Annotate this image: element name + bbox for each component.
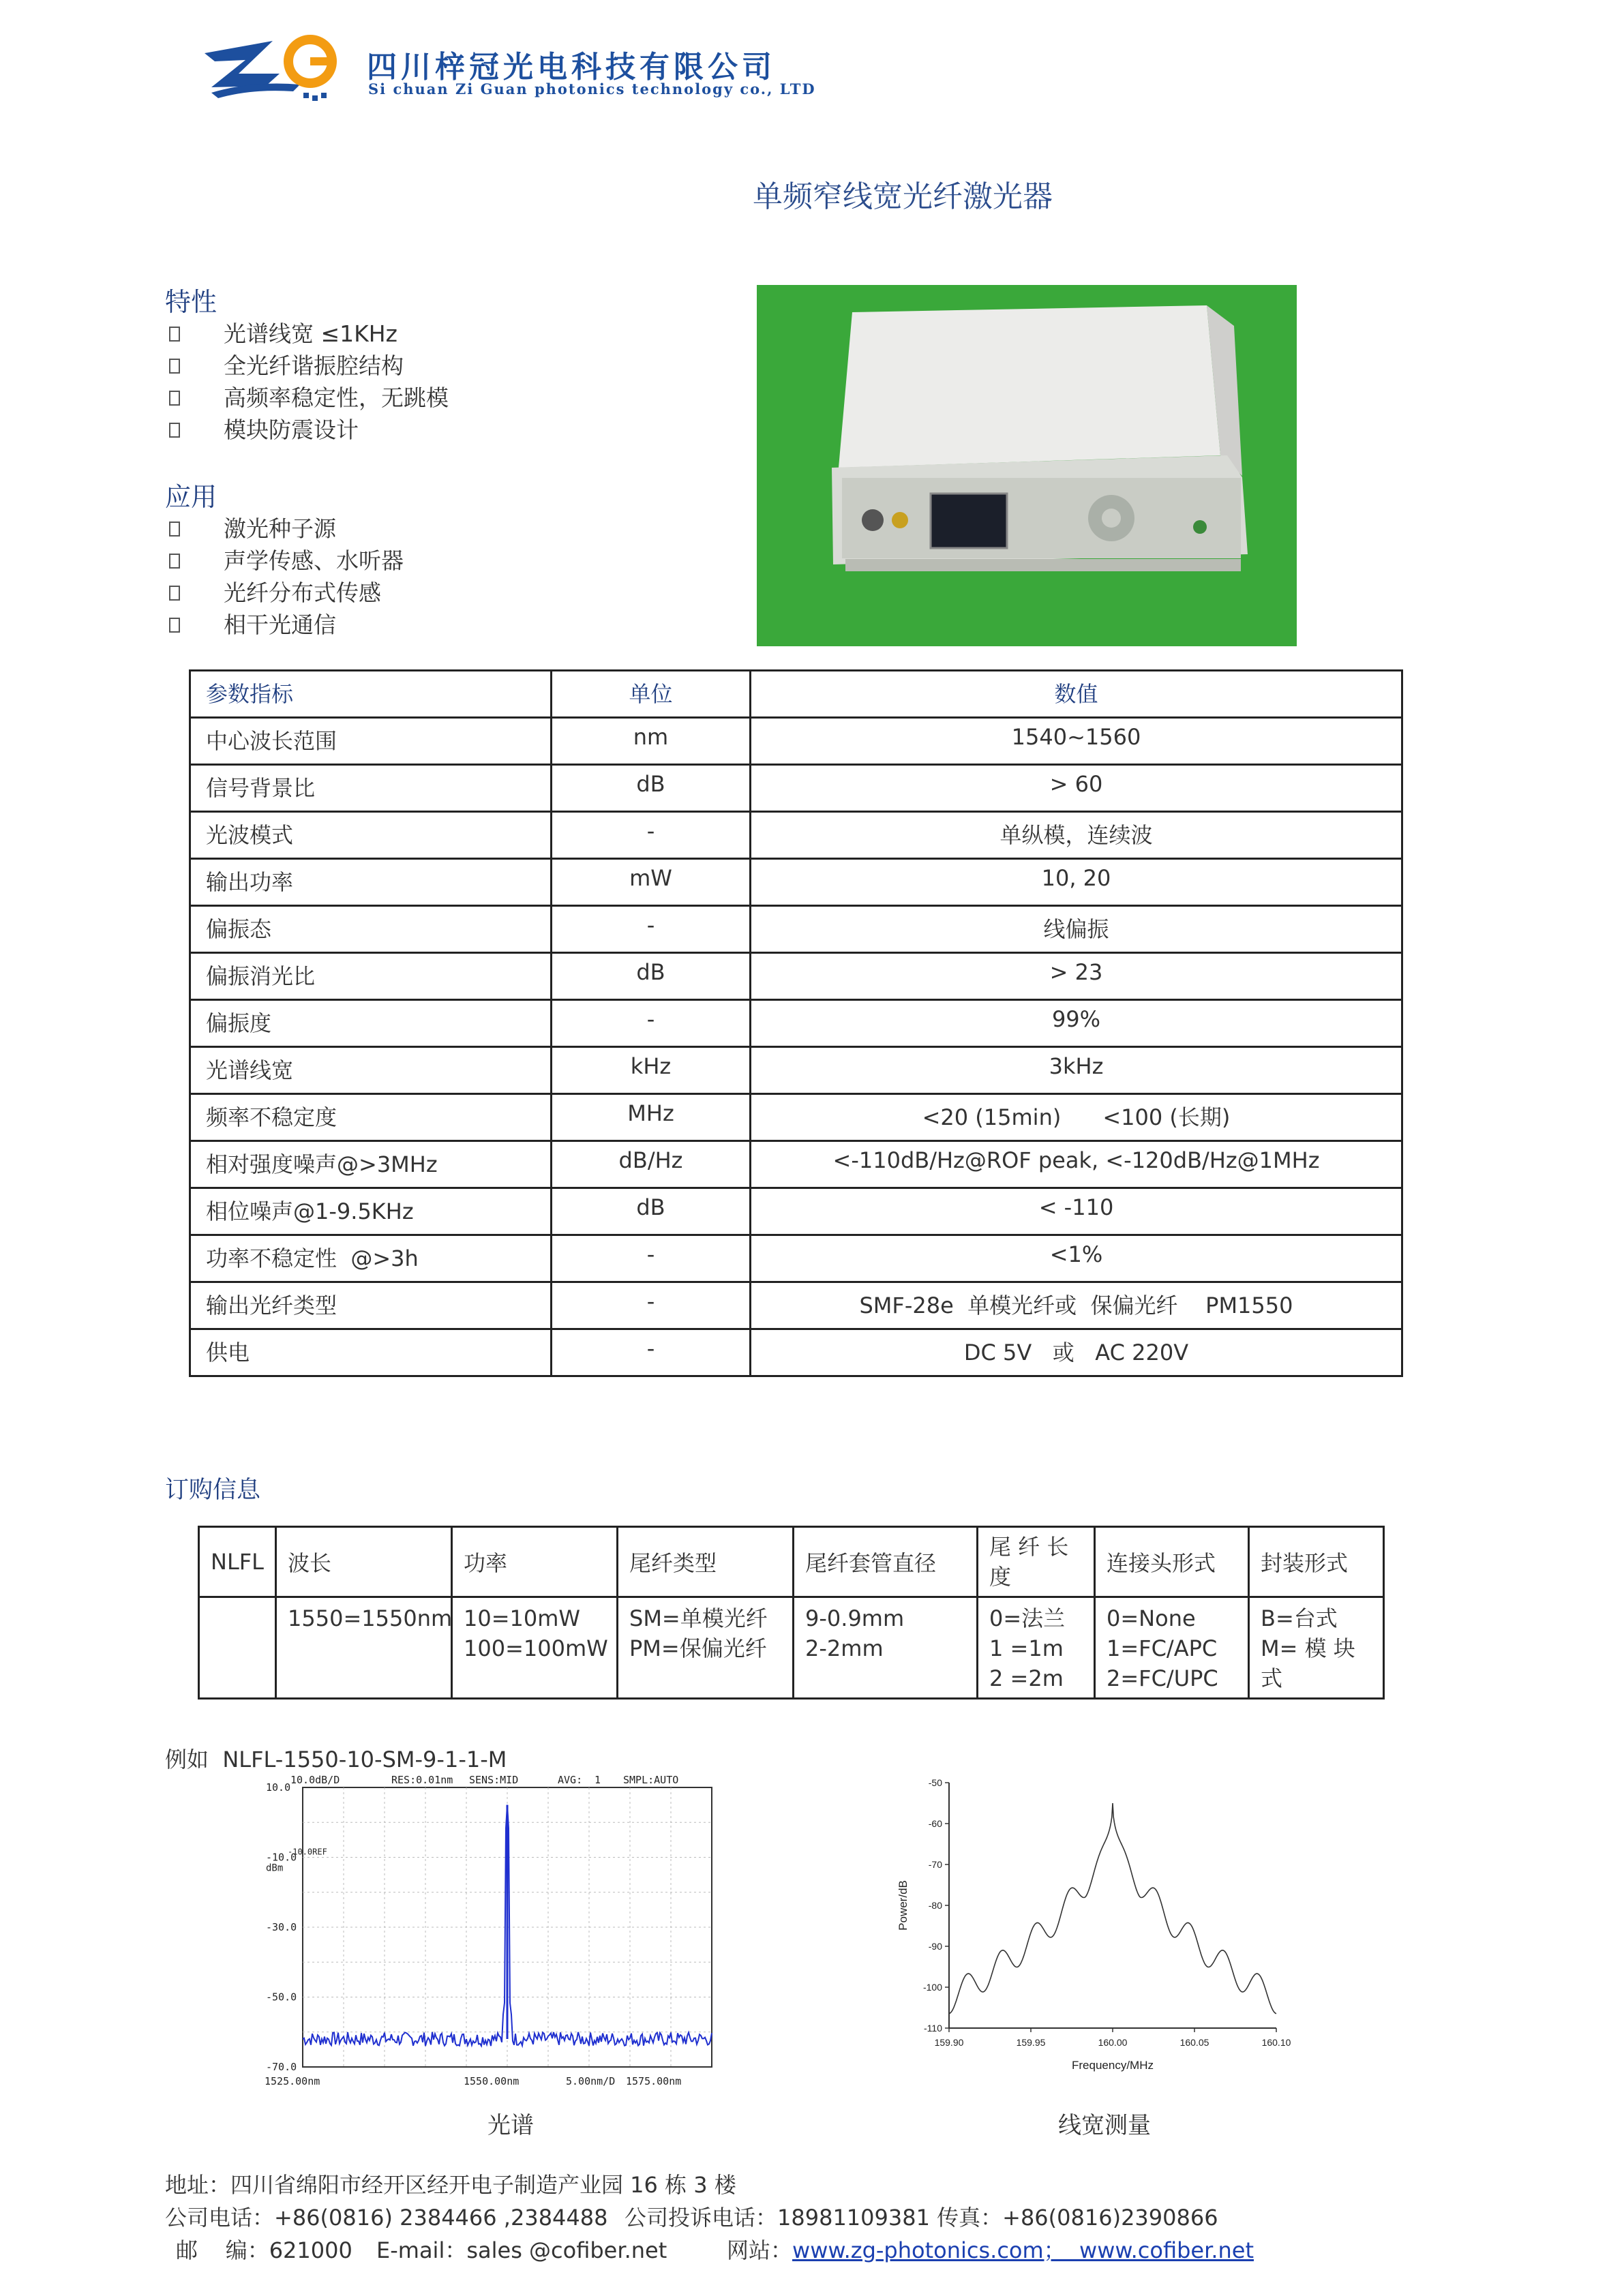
bullet-icon bbox=[169, 554, 180, 569]
y-axis-label: Power/dB bbox=[897, 1880, 909, 1931]
ordering-header: 尾 纤 长 度 bbox=[978, 1527, 1095, 1597]
order-example: 例如 NLFL-1550-10-SM-9-1-1-M bbox=[165, 1747, 507, 1772]
ordering-heading: 订购信息 bbox=[165, 1477, 261, 1504]
bullet-icon bbox=[169, 327, 180, 342]
footer-phone: 公司电话：+86(0816) 2384466 ,2384488 bbox=[165, 2205, 608, 2231]
ordering-header: 功率 bbox=[452, 1527, 618, 1597]
spec-unit: dB/Hz bbox=[552, 1141, 751, 1188]
linewidth-caption: 线宽测量 bbox=[1058, 2112, 1151, 2139]
x-tick-label: 159.90 bbox=[934, 2037, 964, 2048]
chart-header-item: AVG: bbox=[558, 1774, 583, 1786]
feature-item: 模块防震设计 bbox=[165, 414, 449, 446]
spec-param: 相对强度噪声@>3MHz bbox=[190, 1141, 552, 1188]
ordering-header-row bbox=[199, 1527, 1384, 1597]
chart-header-item: RES:0.01nm bbox=[391, 1774, 453, 1786]
spec-value: <1% bbox=[751, 1235, 1402, 1282]
bullet-icon bbox=[169, 522, 180, 537]
spec-value: > 60 bbox=[751, 765, 1402, 812]
bullet-icon bbox=[169, 586, 180, 601]
linewidth-trace bbox=[949, 1803, 1276, 2014]
table-row bbox=[190, 1141, 1402, 1188]
x-tick-label: 1525.00nm bbox=[265, 2075, 320, 2087]
spec-value: <-110dB/Hz@ROF peak, <-120dB/Hz@1MHz bbox=[751, 1141, 1402, 1188]
footer-email: E-mail：sales @cofiber.net bbox=[376, 2237, 667, 2263]
y-tick-label: -10.0 bbox=[266, 1851, 297, 1864]
spec-unit: - bbox=[552, 1329, 751, 1376]
spec-param: 输出光纤类型 bbox=[190, 1282, 552, 1329]
y-tick-label: -80 bbox=[928, 1900, 942, 1911]
chart-header-item: SMPL:AUTO bbox=[623, 1774, 679, 1786]
spec-unit: dB bbox=[552, 953, 751, 1000]
spec-unit: dB bbox=[552, 1188, 751, 1235]
feature-item: 高频率稳定性，无跳模 bbox=[165, 382, 449, 414]
features-list bbox=[165, 318, 449, 446]
footer-address: 地址：四川省绵阳市经开区经开电子制造产业园 16 栋 3 楼 bbox=[165, 2172, 736, 2198]
ordering-cell: 1550=1550nm bbox=[276, 1597, 452, 1699]
spec-param: 频率不稳定度 bbox=[190, 1094, 552, 1141]
ordering-header: 波长 bbox=[276, 1527, 452, 1597]
table-row bbox=[190, 906, 1402, 953]
website-label: 网站： bbox=[727, 2237, 793, 2263]
spec-param: 偏振消光比 bbox=[190, 953, 552, 1000]
ordering-header: 尾纤套管直径 bbox=[794, 1527, 978, 1597]
table-row bbox=[190, 859, 1402, 906]
spec-param: 输出功率 bbox=[190, 859, 552, 906]
spec-param: 偏振度 bbox=[190, 1000, 552, 1047]
applications-list bbox=[165, 513, 404, 641]
applications-heading: 应用 bbox=[165, 482, 217, 512]
spec-unit: - bbox=[552, 1000, 751, 1047]
ordering-header: 连接头形式 bbox=[1095, 1527, 1249, 1597]
y-tick-label: -70 bbox=[928, 1859, 942, 1870]
spec-value: SMF-28e 单模光纤或 保偏光纤 PM1550 bbox=[751, 1282, 1402, 1329]
bullet-icon bbox=[169, 618, 180, 633]
ordering-cell bbox=[199, 1597, 276, 1699]
y-tick-label: -110 bbox=[924, 2023, 942, 2034]
spec-value: 1540~1560 bbox=[751, 718, 1402, 765]
spec-value: 99% bbox=[751, 1000, 1402, 1047]
x-tick-label: 1575.00nm bbox=[626, 2075, 682, 2087]
x-tick-label: 5.00nm/D bbox=[566, 2075, 616, 2087]
spectrum-caption: 光谱 bbox=[487, 2112, 534, 2139]
spec-param: 信号背景比 bbox=[190, 765, 552, 812]
table-row bbox=[190, 1188, 1402, 1235]
spec-header: 单位 bbox=[552, 671, 751, 718]
company-name-cn: 四川梓冠光电科技有限公司 bbox=[367, 50, 776, 85]
application-item: 声学传感、水听器 bbox=[165, 545, 404, 577]
ref-label: -10.0REF bbox=[288, 1847, 327, 1857]
unit-label: dBm bbox=[266, 1862, 284, 1874]
ordering-header: 封装形式 bbox=[1249, 1527, 1384, 1597]
table-row bbox=[199, 1597, 1384, 1699]
x-tick-label: 160.00 bbox=[1098, 2037, 1128, 2048]
application-item: 光纤分布式传感 bbox=[165, 577, 404, 609]
bullet-icon bbox=[169, 391, 180, 406]
company-name-en: Si chuan Zi Guan photonics technology co., LTD bbox=[368, 80, 816, 97]
spec-header-row bbox=[190, 671, 1402, 718]
ordering-cell: B=台式 M= 模 块 式 bbox=[1249, 1597, 1384, 1699]
linewidth-chart bbox=[879, 1776, 1316, 2089]
ordering-cell: 10=10mW 100=100mW bbox=[452, 1597, 618, 1699]
spec-param: 光波模式 bbox=[190, 812, 552, 859]
spec-unit: - bbox=[552, 906, 751, 953]
spec-value: 3kHz bbox=[751, 1047, 1402, 1094]
chart-header-item: SENS:MID bbox=[469, 1774, 519, 1786]
y-tick-label: -50 bbox=[928, 1777, 942, 1788]
table-row bbox=[190, 1282, 1402, 1329]
y-tick-label: -100 bbox=[922, 1982, 942, 1993]
spec-param: 功率不稳定性 @>3h bbox=[190, 1235, 552, 1282]
y-tick-label: -60 bbox=[928, 1818, 942, 1829]
x-axis-label: Frequency/MHz bbox=[1072, 2059, 1154, 2072]
footer-website bbox=[727, 2233, 1254, 2265]
spec-value: > 23 bbox=[751, 953, 1402, 1000]
spec-value: 单纵模，连续波 bbox=[751, 812, 1402, 859]
spec-unit: MHz bbox=[552, 1094, 751, 1141]
x-tick-label: 159.95 bbox=[1016, 2037, 1046, 2048]
spec-header: 参数指标 bbox=[190, 671, 552, 718]
y-tick-label: -50.0 bbox=[266, 1991, 297, 2004]
ordering-header: 尾纤类型 bbox=[618, 1527, 794, 1597]
bullet-icon bbox=[169, 423, 180, 438]
chart-header-item: 10.0dB/D bbox=[290, 1774, 340, 1786]
spec-unit: mW bbox=[552, 859, 751, 906]
spec-value: <20 (15min) <100 (长期) bbox=[751, 1094, 1402, 1141]
spec-param: 偏振态 bbox=[190, 906, 552, 953]
table-row bbox=[190, 812, 1402, 859]
y-tick-label: -70.0 bbox=[266, 2061, 297, 2073]
spec-unit: - bbox=[552, 1235, 751, 1282]
spec-value: 10, 20 bbox=[751, 859, 1402, 906]
spec-param: 中心波长范围 bbox=[190, 718, 552, 765]
table-row bbox=[190, 1047, 1402, 1094]
ordering-cell: 0=法兰 1 =1m 2 =2m bbox=[978, 1597, 1095, 1699]
feature-item: 全光纤谐振腔结构 bbox=[165, 350, 449, 382]
table-row bbox=[190, 765, 1402, 812]
footer-complaint-fax: 公司投诉电话：18981109381 传真：+86(0816)2390866 bbox=[625, 2205, 1218, 2231]
feature-item: 光谱线宽 ≤1KHz bbox=[165, 318, 449, 350]
table-row bbox=[190, 953, 1402, 1000]
ordering-cell: 0=None 1=FC/APC 2=FC/UPC bbox=[1095, 1597, 1249, 1699]
spec-header: 数值 bbox=[751, 671, 1402, 718]
table-row bbox=[190, 1094, 1402, 1141]
company-logo bbox=[198, 33, 348, 108]
spec-unit: - bbox=[552, 1282, 751, 1329]
spectrum-chart bbox=[265, 1772, 728, 2106]
x-tick-label: 160.05 bbox=[1179, 2037, 1209, 2048]
footer-postcode: 邮 编：621000 bbox=[176, 2237, 352, 2263]
table-row bbox=[190, 1000, 1402, 1047]
spec-unit: - bbox=[552, 812, 751, 859]
spec-unit: nm bbox=[552, 718, 751, 765]
spec-unit: kHz bbox=[552, 1047, 751, 1094]
spec-param: 相位噪声@1-9.5KHz bbox=[190, 1188, 552, 1235]
ordering-cell: 9-0.9mm 2-2mm bbox=[794, 1597, 978, 1699]
x-tick-label: 160.10 bbox=[1261, 2037, 1291, 2048]
y-tick-label: -30.0 bbox=[266, 1921, 297, 1933]
document-title: 单频窄线宽光纤激光器 bbox=[753, 179, 1053, 214]
product-photo bbox=[757, 285, 1297, 646]
spec-value: 线偏振 bbox=[751, 906, 1402, 953]
x-tick-label: 1550.00nm bbox=[464, 2075, 520, 2087]
application-item: 激光种子源 bbox=[165, 513, 404, 545]
application-item: 相干光通信 bbox=[165, 609, 404, 641]
features-heading: 特性 bbox=[165, 287, 217, 317]
spec-param: 光谱线宽 bbox=[190, 1047, 552, 1094]
spec-unit: dB bbox=[552, 765, 751, 812]
table-row bbox=[190, 1329, 1402, 1376]
table-row bbox=[190, 1235, 1402, 1282]
ordering-table bbox=[198, 1526, 1385, 1700]
table-row bbox=[190, 718, 1402, 765]
ordering-cell: SM=单模光纤 PM=保偏光纤 bbox=[618, 1597, 794, 1699]
ordering-header: NLFL bbox=[199, 1527, 276, 1597]
chart-header-item: 1 bbox=[595, 1774, 601, 1786]
spec-value: < -110 bbox=[751, 1188, 1402, 1235]
spec-table bbox=[189, 669, 1403, 1377]
y-tick-label: 10.0 bbox=[266, 1781, 291, 1794]
spec-value: DC 5V 或 AC 220V bbox=[751, 1329, 1402, 1376]
bullet-icon bbox=[169, 359, 180, 374]
spec-param: 供电 bbox=[190, 1329, 552, 1376]
y-tick-label: -90 bbox=[928, 1941, 942, 1952]
website-link[interactable]: www.zg-photonics.com； www.cofiber.net bbox=[792, 2237, 1254, 2263]
